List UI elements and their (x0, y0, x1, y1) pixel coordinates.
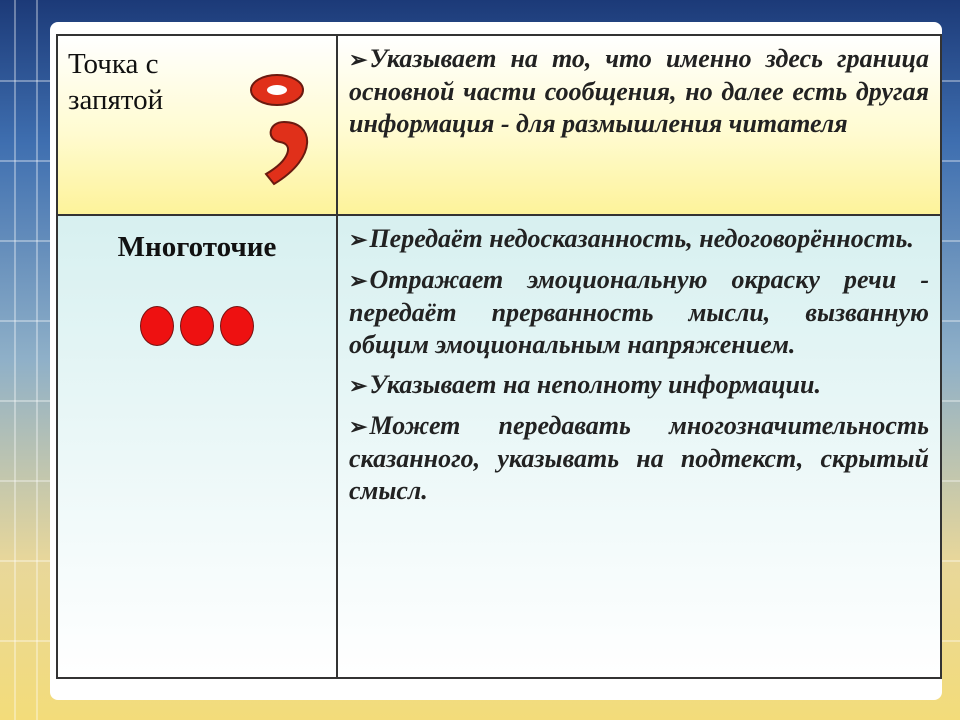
term-label: Многоточие (117, 231, 277, 263)
ellipsis-icon (59, 306, 335, 351)
arrow-bullet-icon: ➢ (349, 227, 368, 252)
term-cell (57, 35, 337, 215)
table-row (57, 215, 941, 678)
arrow-bullet-icon: ➢ (349, 268, 368, 293)
semicolon-icon (244, 62, 314, 192)
dot-icon (180, 306, 214, 346)
description-item: ➢Указывает на неполноту информации. (349, 370, 821, 399)
punctuation-table (56, 34, 942, 679)
dot-icon (220, 306, 254, 346)
term-label: Точка с запятой (68, 48, 164, 116)
description-cell (337, 215, 941, 678)
description-cell (337, 35, 941, 215)
description-item: ➢Передаёт недосказанность, недоговорённость. (349, 224, 914, 253)
description-item: ➢Может передавать многозначительность сказанного, указывать на подтекст, скрытый смысл. (349, 411, 929, 505)
table-row (57, 35, 941, 215)
arrow-bullet-icon: ➢ (349, 47, 368, 72)
slide (50, 22, 942, 700)
dot-icon (140, 306, 174, 346)
description-item: ➢Отражает эмоциональную окраску речи - передаёт прерванность мысли, вызванную общим эмоциональным напряжением. (349, 265, 929, 359)
arrow-bullet-icon: ➢ (349, 414, 368, 439)
description-item: ➢Указывает на то, что именно здесь граница основной части сообщения, но далее есть другая информация - для размышления читателя (349, 44, 929, 138)
term-cell (57, 215, 337, 678)
arrow-bullet-icon: ➢ (349, 373, 368, 398)
